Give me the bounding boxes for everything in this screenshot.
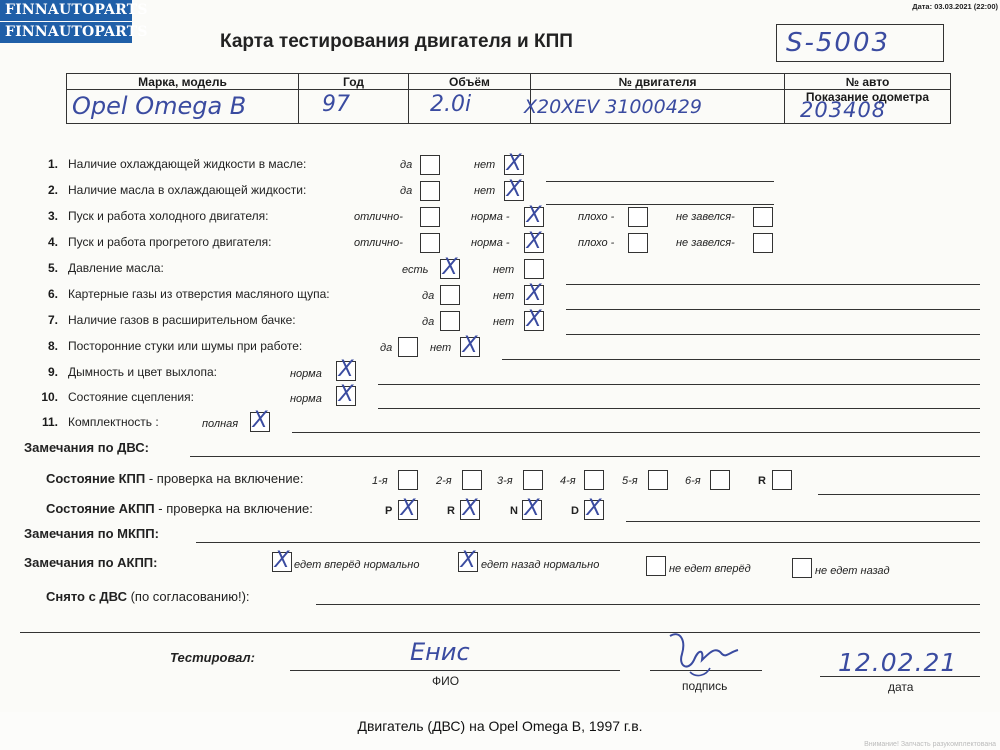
question-text: Наличие газов в расширительном бачке:	[68, 313, 296, 327]
checkbox-no[interactable]	[524, 281, 544, 306]
akpp-option-forward-ok: едет вперёд нормально	[294, 559, 420, 571]
option-label-yes: да	[422, 316, 435, 328]
gear-checkbox[interactable]	[462, 470, 482, 490]
fio-line	[290, 670, 620, 671]
value-odometer: 203408	[800, 98, 887, 122]
checkbox-no[interactable]	[504, 151, 524, 176]
check-mark: X	[274, 548, 290, 573]
option-label-yes: да	[422, 290, 435, 302]
check-mark: X	[586, 496, 602, 521]
checkbox-excellent[interactable]	[420, 207, 440, 227]
fio-caption: ФИО	[432, 674, 460, 688]
header-col-engine-number: № двигателя	[531, 74, 785, 90]
gear-label: 5-я	[622, 475, 638, 487]
header-col-odometer: Показание одометра	[785, 90, 951, 124]
remarks-akpp-label: Замечания по АКПП:	[24, 555, 158, 570]
answer-line	[818, 494, 980, 495]
gear-label: N	[510, 505, 518, 517]
answer-line	[292, 432, 980, 433]
gear-checkbox[interactable]	[460, 496, 480, 521]
answer-line	[546, 204, 774, 205]
option-label-no: нет	[493, 290, 515, 302]
checkbox-yes[interactable]	[440, 311, 460, 331]
answer-line	[566, 334, 980, 335]
gear-checkbox[interactable]	[648, 470, 668, 490]
kpp-label: Состояние КПП	[46, 471, 146, 486]
option-label-yes: да	[400, 159, 413, 171]
akpp-label: Состояние АКПП	[46, 501, 155, 516]
header-col-volume: Объём	[409, 74, 531, 90]
value-model: Opel Omega B	[72, 92, 247, 120]
auto-number-value: S-5003	[786, 28, 891, 58]
gear-label: 3-я	[497, 475, 513, 487]
question-text: Дымность и цвет выхлопа:	[68, 365, 217, 379]
checkbox-normal[interactable]	[336, 382, 356, 407]
gear-label: 6-я	[685, 475, 701, 487]
option-label-absent: нет	[493, 264, 515, 276]
value-year: 97	[322, 92, 350, 117]
gear-checkbox[interactable]	[398, 496, 418, 521]
checkbox-absent[interactable]	[524, 259, 544, 279]
checkbox-no[interactable]	[460, 333, 480, 358]
gear-label: 2-я	[436, 475, 452, 487]
question-text: Пуск и работа прогретого двигателя:	[68, 235, 272, 249]
answer-line	[566, 284, 980, 285]
option-label-no: нет	[474, 185, 496, 197]
option-label-present: есть	[402, 264, 429, 276]
question-number: 8.	[47, 339, 58, 353]
gear-label: R	[447, 505, 455, 517]
question-number: 9.	[47, 365, 58, 379]
option-label-normal: норма -	[471, 237, 510, 249]
option-label-yes: да	[380, 342, 393, 354]
akpp-option-no-forward: не едет вперёд	[669, 563, 751, 575]
question-number: 4.	[47, 235, 58, 249]
gear-label: D	[571, 505, 579, 517]
checkbox-yes[interactable]	[420, 155, 440, 175]
checkbox-complete[interactable]	[250, 408, 270, 433]
question-text: Посторонние стуки или шумы при работе:	[68, 339, 303, 353]
checkbox-not-started[interactable]	[753, 207, 773, 227]
option-label-no: нет	[474, 159, 496, 171]
signature-graphic	[660, 628, 750, 680]
checkbox-no[interactable]	[504, 177, 524, 202]
removed-bold: Снято с ДВС	[46, 589, 127, 604]
remarks-engine-label: Замечания по ДВС:	[24, 440, 149, 455]
option-label-not-started: не завелся-	[676, 237, 735, 249]
question-text: Наличие охлаждающей жидкости в масле:	[68, 157, 307, 171]
check-mark: X	[526, 203, 542, 228]
gear-label: 4-я	[560, 475, 576, 487]
gear-checkbox[interactable]	[584, 496, 604, 521]
check-mark: X	[338, 382, 354, 407]
watermark-text: Внимание! Запчасть разукомплектована	[864, 741, 996, 748]
checkbox-no[interactable]	[524, 307, 544, 332]
checkbox-normal[interactable]	[524, 203, 544, 228]
checkbox-yes[interactable]	[398, 337, 418, 357]
question-number: 5.	[47, 261, 58, 275]
option-label-normal: норма	[290, 393, 322, 405]
gear-checkbox[interactable]	[523, 470, 543, 490]
header-col-auto-number: № авто	[785, 74, 951, 90]
question-number: 3.	[47, 209, 58, 223]
akpp-sub: - проверка на включение:	[154, 501, 313, 516]
removed-line-2	[20, 632, 980, 633]
remarks-mkpp-label: Замечания по МКПП:	[24, 526, 159, 541]
question-text: Давление масла:	[68, 261, 164, 275]
question-number: 11.	[41, 415, 58, 429]
gear-label: P	[385, 505, 393, 517]
question-text: Пуск и работа холодного двигателя:	[68, 209, 269, 223]
checkbox-forward-ok[interactable]	[272, 548, 292, 573]
checkbox-excellent[interactable]	[420, 233, 440, 253]
date-caption: дата	[888, 680, 914, 694]
checkbox-yes[interactable]	[420, 181, 440, 201]
gear-checkbox[interactable]	[522, 496, 542, 521]
check-mark: X	[506, 177, 522, 202]
answer-line	[626, 521, 980, 522]
option-label-normal: норма -	[471, 211, 510, 223]
question-text: Наличие масла в охлаждающей жидкости:	[68, 183, 307, 197]
checkbox-not-started[interactable]	[753, 233, 773, 253]
option-label-bad: плохо -	[578, 211, 615, 223]
option-label-excellent: отлично-	[354, 237, 403, 249]
removed-normal: (по согласованию!):	[126, 589, 250, 604]
answer-line	[546, 181, 774, 182]
checkbox-normal[interactable]	[524, 229, 544, 254]
signature-caption: подпись	[682, 679, 728, 693]
removed-from-engine-label	[46, 589, 250, 604]
question-text: Комплектность :	[68, 415, 159, 429]
gear-checkbox[interactable]	[772, 470, 792, 490]
answer-line	[378, 384, 980, 385]
option-label-normal: норма	[290, 368, 322, 380]
question-number: 2.	[47, 183, 58, 197]
option-label-not-started: не завелся-	[676, 211, 735, 223]
question-number: 6.	[47, 287, 58, 301]
tester-name: Енис	[410, 638, 470, 666]
document-title: Карта тестирования двигателя и КПП	[220, 31, 573, 52]
gear-checkbox[interactable]	[710, 470, 730, 490]
removed-line	[316, 604, 980, 605]
value-cell-year	[299, 90, 409, 124]
akpp-option-reverse-ok: едет назад нормально	[481, 559, 600, 571]
option-label-complete: полная	[202, 418, 239, 430]
gear-label: R	[758, 475, 766, 487]
answer-line	[566, 309, 980, 310]
option-label-no: нет	[430, 342, 452, 354]
check-mark: X	[526, 307, 542, 332]
answer-line	[502, 359, 980, 360]
value-engine-number: X20XEV 31000429	[524, 96, 702, 118]
question-number: 7.	[47, 313, 58, 327]
image-caption: Двигатель (ДВС) на Opel Omega B, 1997 г.в.	[357, 718, 643, 734]
checkbox-bad[interactable]	[628, 233, 648, 253]
checkbox-bad[interactable]	[628, 207, 648, 227]
check-mark: X	[526, 281, 542, 306]
akpp-option-no-reverse: не едет назад	[815, 565, 890, 577]
value-volume: 2.0i	[430, 92, 472, 117]
date-stamp: Дата: 03.03.2021 (22:00)	[912, 2, 998, 11]
check-mark: X	[460, 548, 476, 573]
gear-checkbox[interactable]	[584, 470, 604, 490]
checkbox-yes[interactable]	[440, 285, 460, 305]
option-label-bad: плохо -	[578, 237, 615, 249]
checkbox-no-forward[interactable]	[646, 556, 666, 576]
remarks-engine-line	[190, 456, 980, 457]
checkbox-no-reverse[interactable]	[792, 558, 812, 578]
check-mark: X	[526, 229, 542, 254]
tested-by-label: Тестировал:	[170, 650, 255, 665]
question-number: 10.	[41, 390, 58, 404]
kpp-sub: - проверка на включение:	[145, 471, 304, 486]
test-date: 12.02.21	[838, 648, 958, 677]
check-mark: X	[400, 496, 416, 521]
kpp-row-label	[46, 471, 303, 486]
question-text: Картерные газы из отверстия масляного щупа:	[68, 287, 330, 301]
check-mark: X	[462, 333, 478, 358]
question-text: Состояние сцепления:	[68, 390, 194, 404]
option-label-no: нет	[493, 316, 515, 328]
remarks-mkpp-line	[196, 542, 980, 543]
checkbox-reverse-ok[interactable]	[458, 548, 478, 573]
option-label-excellent: отлично-	[354, 211, 403, 223]
brand-logo: FINNAUTOPARTS	[0, 0, 132, 21]
option-label-yes: да	[400, 185, 413, 197]
header-col-year: Год	[299, 74, 409, 90]
check-mark: X	[252, 408, 268, 433]
checkbox-present[interactable]	[440, 255, 460, 280]
check-mark: X	[462, 496, 478, 521]
brand-logo-secondary: FINNAUTOPARTS	[0, 22, 132, 43]
check-mark: X	[524, 496, 540, 521]
header-col-model: Марка, модель	[67, 74, 299, 90]
gear-checkbox[interactable]	[398, 470, 418, 490]
question-number: 1.	[47, 157, 58, 171]
check-mark: X	[506, 151, 522, 176]
gear-label: 1-я	[372, 475, 388, 487]
akpp-row-label	[46, 501, 313, 516]
check-mark: X	[442, 255, 458, 280]
check-mark: X	[338, 357, 354, 382]
checkbox-normal[interactable]	[336, 357, 356, 382]
answer-line	[378, 408, 980, 409]
